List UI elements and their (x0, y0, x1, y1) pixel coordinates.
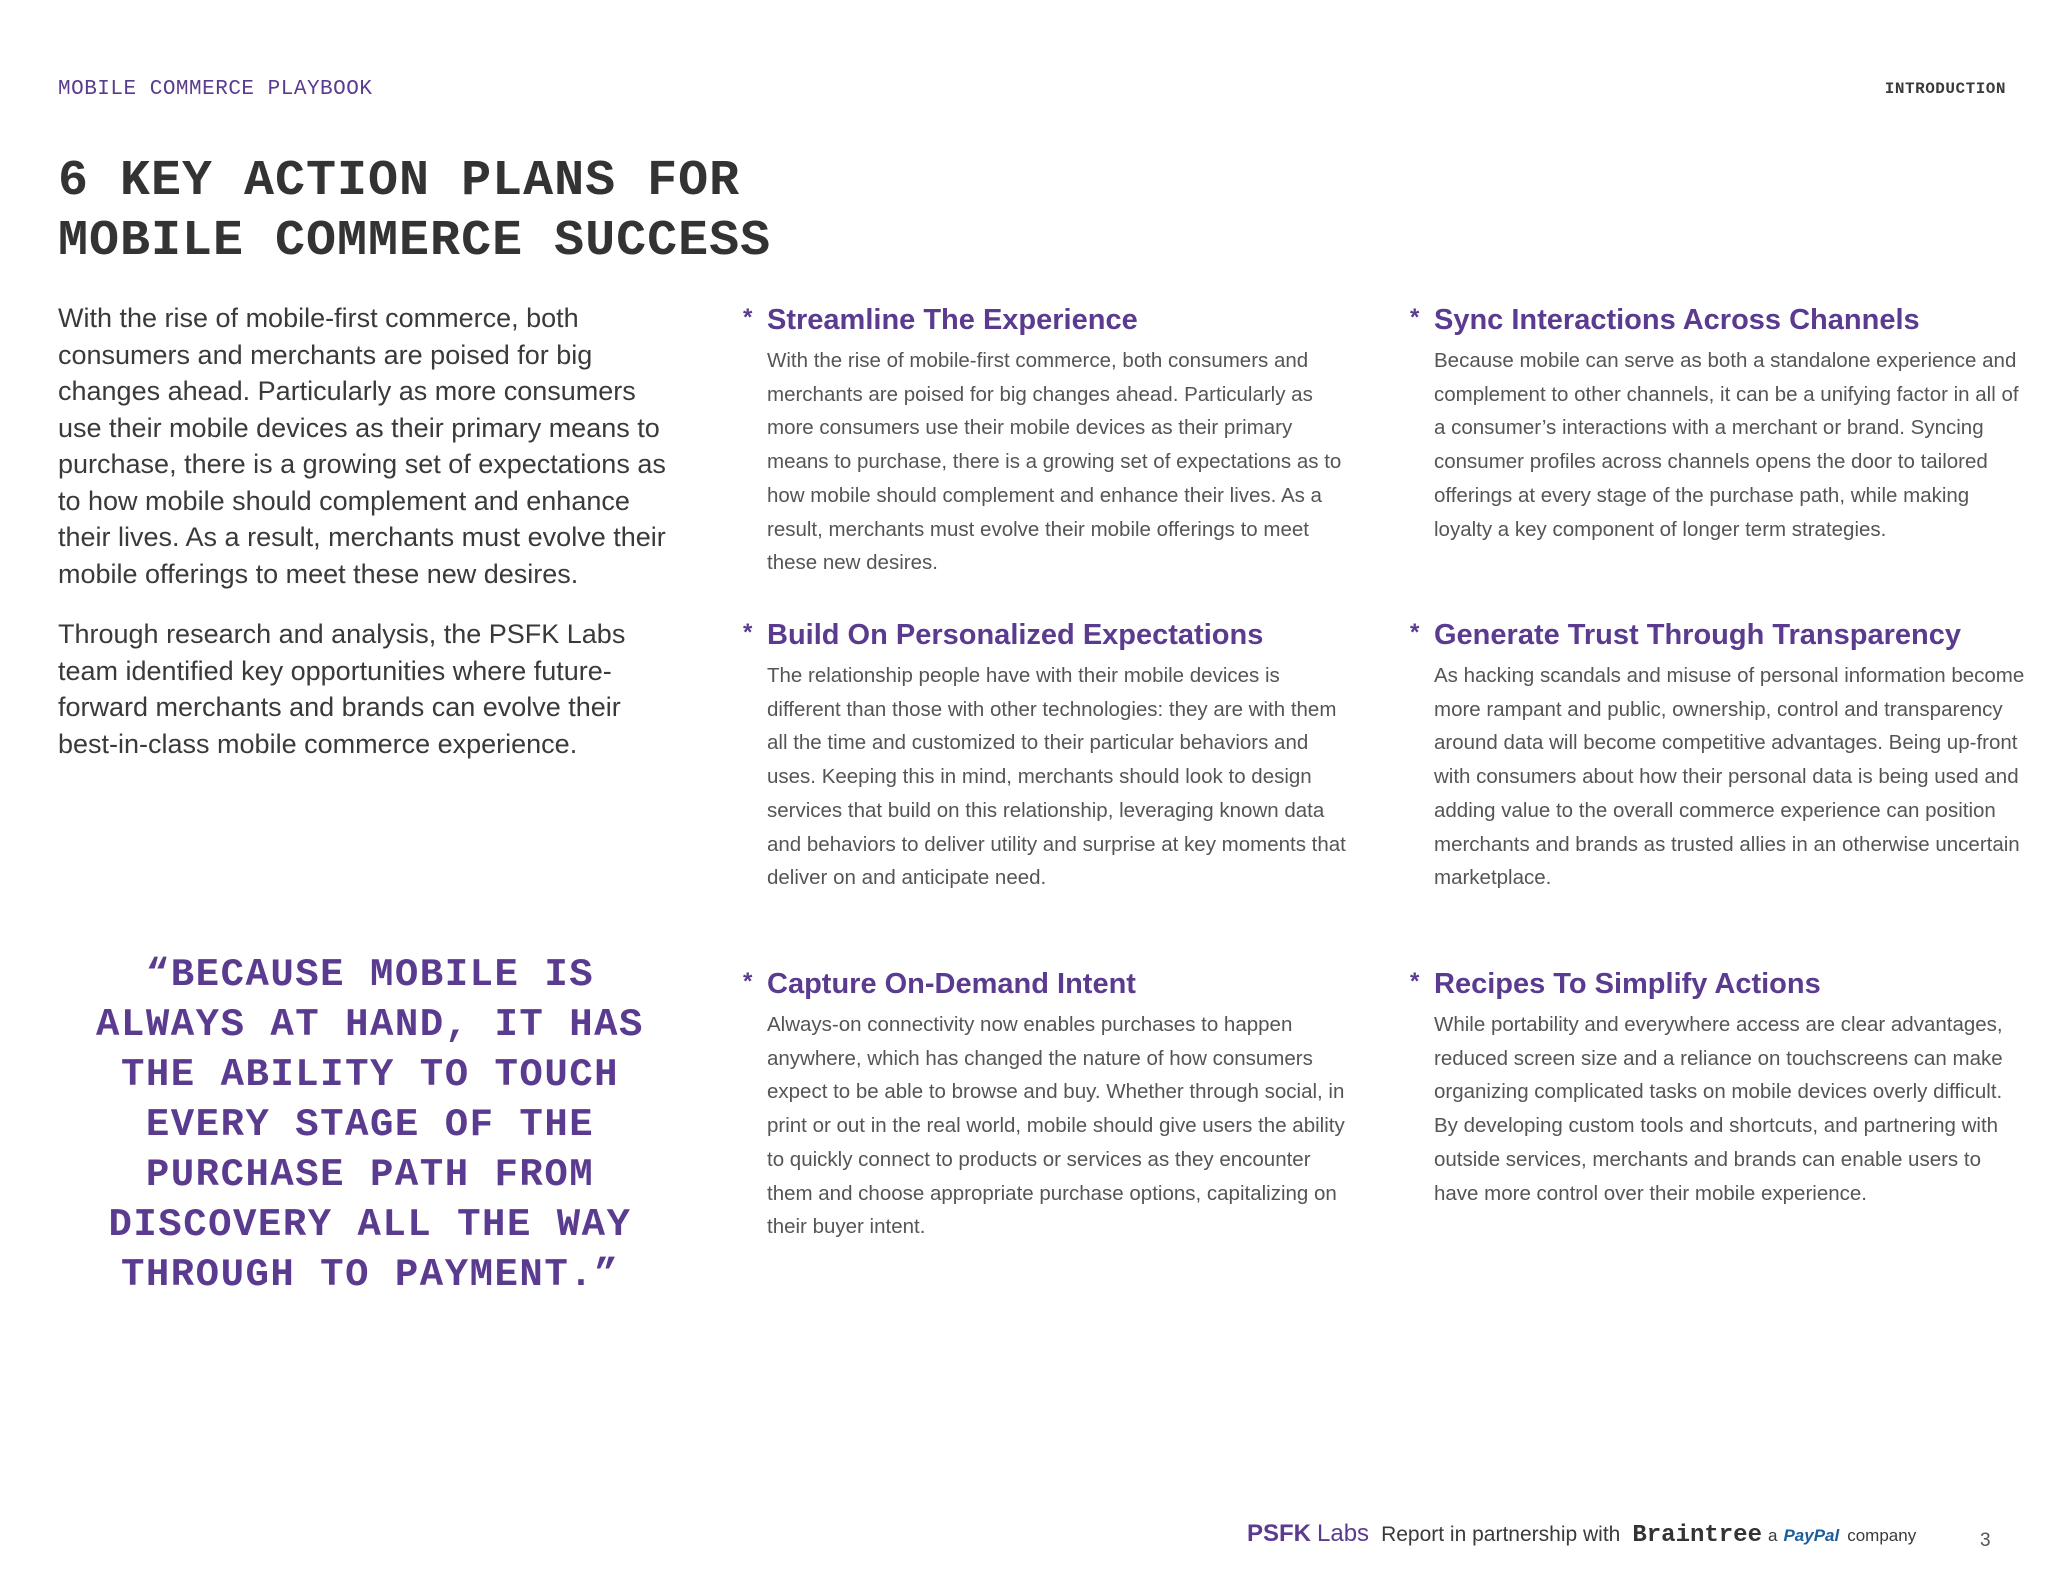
action-plan-streamline (743, 302, 1359, 580)
page-title-line-2: MOBILE COMMERCE SUCCESS (58, 213, 772, 270)
asterisk-icon: * (743, 968, 753, 995)
section-label: INTRODUCTION (1884, 80, 2006, 98)
action-plan-body: With the rise of mobile-first commerce, both consumers and merchants are poised for big changes ahead. Particularly as more consumers use their mobile devices as their primary means to purchase, there is a growing set of expectations as to how mobile should complement and enhance their lives. As a result, merchants must evolve their mobile offerings to meet these new desires. (767, 349, 1342, 575)
labs-label: Labs (1317, 1520, 1370, 1547)
page-title-line-1: 6 KEY ACTION PLANS FOR (58, 153, 741, 210)
braintree-logo: Braintree (1632, 1522, 1762, 1549)
action-plan-title: Build On Personalized Expectations (767, 619, 1264, 651)
footer-credit (1247, 1520, 1916, 1549)
action-plan-title: Streamline The Experience (767, 304, 1138, 336)
action-plan-title: Sync Interactions Across Channels (1434, 304, 1920, 336)
action-plan-title: Capture On-Demand Intent (767, 968, 1136, 1000)
asterisk-icon: * (1410, 968, 1420, 995)
action-plan-trust (1410, 617, 2026, 895)
action-plan-sync (1410, 302, 2026, 546)
asterisk-icon: * (743, 619, 753, 646)
partnership-text: Report in partnership with (1381, 1523, 1621, 1546)
asterisk-icon: * (743, 304, 753, 331)
page-number: 3 (1980, 1530, 1991, 1551)
action-plan-personalized (743, 617, 1359, 895)
action-plan-body: Always-on connectivity now enables purchases to happen anywhere, which has changed the nature of how consumers expect to be able to browse and buy. Whether through social, in print or out in the real world, mobile should give users the ability to quickly connect to products or services as they encounter them and choose appropriate purchase options, capitalizing on their buyer intent. (767, 1013, 1345, 1239)
footer-company: company (1847, 1526, 1917, 1545)
action-plan-recipes (1410, 966, 2026, 1210)
action-plan-on-demand (743, 966, 1359, 1244)
asterisk-icon: * (1410, 619, 1420, 646)
intro-paragraph: Through research and analysis, the PSFK Labs team identified key opportunities where future-forward merchants and brands can evolve their best-in-class mobile commerce experience. (58, 619, 626, 759)
action-plan-body: The relationship people have with their mobile devices is different than those with other technologies: they are with them all the time and customized to their particular behaviors and uses. Keeping this in mind, merchants should look to design services that build on this relationship, leveraging known data and behaviors to deliver utility and surprise at key moments that deliver on and anticipate need. (767, 664, 1346, 890)
intro-text (58, 300, 678, 786)
intro-paragraph: With the rise of mobile-first commerce, both consumers and merchants are poised for big changes ahead. Particularly as more consumers use their mobile devices as their primary means to purchase, there is a growing set of expectations as to how mobile should complement and enhance their lives. As a result, merchants must evolve their mobile offerings to meet these new desires. (58, 303, 666, 589)
publication-title: MOBILE COMMERCE PLAYBOOK (58, 78, 373, 101)
psfk-logo: PSFK (1247, 1520, 1312, 1547)
footer-article: a (1767, 1526, 1778, 1545)
action-plan-title: Recipes To Simplify Actions (1434, 968, 1821, 1000)
paypal-logo: PayPal (1783, 1526, 1840, 1545)
action-plan-body: As hacking scandals and misuse of personal information become more rampant and public, ownership, control and transparency around data will become competitive advantages. Being up-front with consumers about how their personal data is being used and adding value to the overall commerce experience can position merchants and brands as trusted allies in an otherwise uncertain marketplace. (1434, 664, 2025, 890)
action-plan-title: Generate Trust Through Transparency (1434, 619, 1961, 651)
action-plan-body: While portability and everywhere access are clear advantages, reduced screen size and a reliance on touchscreens can make organizing complicated tasks on mobile devices overly difficult. By developing custom tools and shortcuts, and partnering with outside services, merchants and brands can enable users to have more control over their mobile experience. (1434, 1013, 2003, 1205)
pull-quote: “BECAUSE MOBILE IS ALWAYS AT HAND, IT HAS THE ABILITY TO TOUCH EVERY STAGE OF THE PURCHASE PATH FROM DISCOVERY ALL THE WAY THROUGH TO PAYMENT.” (96, 953, 644, 1297)
asterisk-icon: * (1410, 304, 1420, 331)
action-plan-body: Because mobile can serve as both a standalone experience and complement to other channels, it can be a unifying factor in all of a consumer’s interactions with a merchant or brand. Syncing consumer profiles across channels opens the door to tailored offerings at every stage of the purchase path, while making loyalty a key component of longer term strategies. (1434, 349, 2019, 541)
page-title (58, 152, 771, 272)
